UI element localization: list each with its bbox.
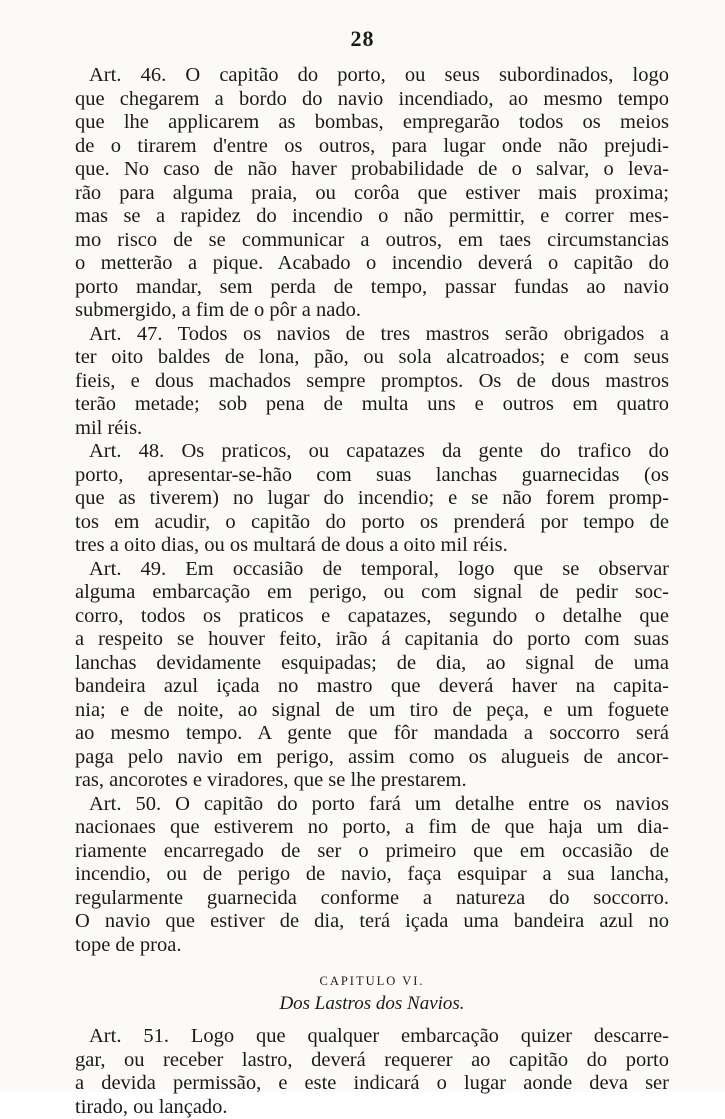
text-line: bandeira azul içada no mastro que deverá haver na capita- xyxy=(75,675,669,699)
text-line: regularmente guarnecida conforme a natureza do soccorro. xyxy=(75,887,669,911)
text-line: submergido, a fim de o pôr a nado. xyxy=(75,299,669,323)
text-line: riamente encarregado de ser o primeiro que em occasião de xyxy=(75,840,669,864)
text-line: Art. 49. Em occasião de temporal, logo que se observar xyxy=(75,558,669,582)
text-line: lanchas devidamente esquipadas; de dia, ao signal de uma xyxy=(75,652,669,676)
text-line: incendio, ou de perigo de navio, faça esquipar a sua lancha, xyxy=(75,863,669,887)
page-number: 28 xyxy=(0,26,725,52)
text-column xyxy=(75,64,669,1119)
text-line: ter oito baldes de lona, pão, ou sola alcatroados; e com seus xyxy=(75,346,669,370)
text-line: tirado, ou lançado. xyxy=(75,1096,669,1119)
text-line: porto mandar, sem perda de tempo, passar fundas ao navio xyxy=(75,276,669,300)
text-line: Art. 50. O capitão do porto fará um detalhe entre os navios xyxy=(75,793,669,817)
body-text-before-chapter xyxy=(75,64,669,957)
text-line: tope de proa. xyxy=(75,934,669,958)
text-line: Art. 48. Os praticos, ou capatazes da gente do trafico do xyxy=(75,440,669,464)
text-line: mo risco de se communicar a outros, em taes circumstancias xyxy=(75,229,669,253)
text-line: que chegarem a bordo do navio incendiado, ao mesmo tempo xyxy=(75,88,669,112)
text-line: Art. 51. Logo que qualquer embarcação quizer descarre- xyxy=(75,1025,669,1049)
text-line: nacionaes que estiverem no porto, a fim de que haja um dia- xyxy=(75,816,669,840)
text-line: ras, ancorotes e viradores, que se lhe prestarem. xyxy=(75,769,669,793)
text-line: nia; e de noite, ao signal de um tiro de peça, e um foguete xyxy=(75,699,669,723)
text-line: mas se a rapidez do incendio o não permittir, e correr mes- xyxy=(75,205,669,229)
text-line: que lhe applicarem as bombas, empregarão todos os meios xyxy=(75,111,669,135)
text-line: a devida permissão, e este indicará o lugar aonde deva ser xyxy=(75,1072,669,1096)
text-line: mil réis. xyxy=(75,417,669,441)
body-text-after-chapter xyxy=(75,1025,669,1119)
text-line: que. No caso de não haver probabilidade de o salvar, o leva- xyxy=(75,158,669,182)
text-line: alguma embarcação em perigo, ou com signal de pedir soc- xyxy=(75,581,669,605)
text-line: gar, ou receber lastro, deverá requerer ao capitão do porto xyxy=(75,1049,669,1073)
text-line: tos em acudir, o capitão do porto os prenderá por tempo de xyxy=(75,511,669,535)
chapter-title: Dos Lastros dos Navios. xyxy=(75,991,669,1021)
text-line: a respeito se houver feito, irão á capitania do porto com suas xyxy=(75,628,669,652)
chapter-heading: CAPITULO VI. xyxy=(75,971,669,991)
text-line: ao mesmo tempo. A gente que fôr mandada a soccorro será xyxy=(75,722,669,746)
text-line: O navio que estiver de dia, terá içada uma bandeira azul no xyxy=(75,910,669,934)
text-line: que as tiverem) no lugar do incendio; e se não forem promp- xyxy=(75,487,669,511)
text-line: corro, todos os praticos e capatazes, segundo o detalhe que xyxy=(75,605,669,629)
text-line: fieis, e dous machados sempre promptos. Os de dous mastros xyxy=(75,370,669,394)
text-line: porto, apresentar-se-hão com suas lanchas guarnecidas (os xyxy=(75,464,669,488)
text-line: rão para alguma praia, ou corôa que estiver mais proxima; xyxy=(75,182,669,206)
text-line: Art. 47. Todos os navios de tres mastros serão obrigados a xyxy=(75,323,669,347)
text-line: Art. 46. O capitão do porto, ou seus subordinados, logo xyxy=(75,64,669,88)
text-line: tres a oito dias, ou os multará de dous a oito mil réis. xyxy=(75,534,669,558)
text-line: de o tirarem d'entre os outros, para lugar onde não prejudi- xyxy=(75,135,669,159)
text-line: o metterão a pique. Acabado o incendio deverá o capitão do xyxy=(75,252,669,276)
text-line: paga pelo navio em perigo, assim como os alugueis de ancor- xyxy=(75,746,669,770)
text-line: terão metade; sob pena de multa uns e outros em quatro xyxy=(75,393,669,417)
